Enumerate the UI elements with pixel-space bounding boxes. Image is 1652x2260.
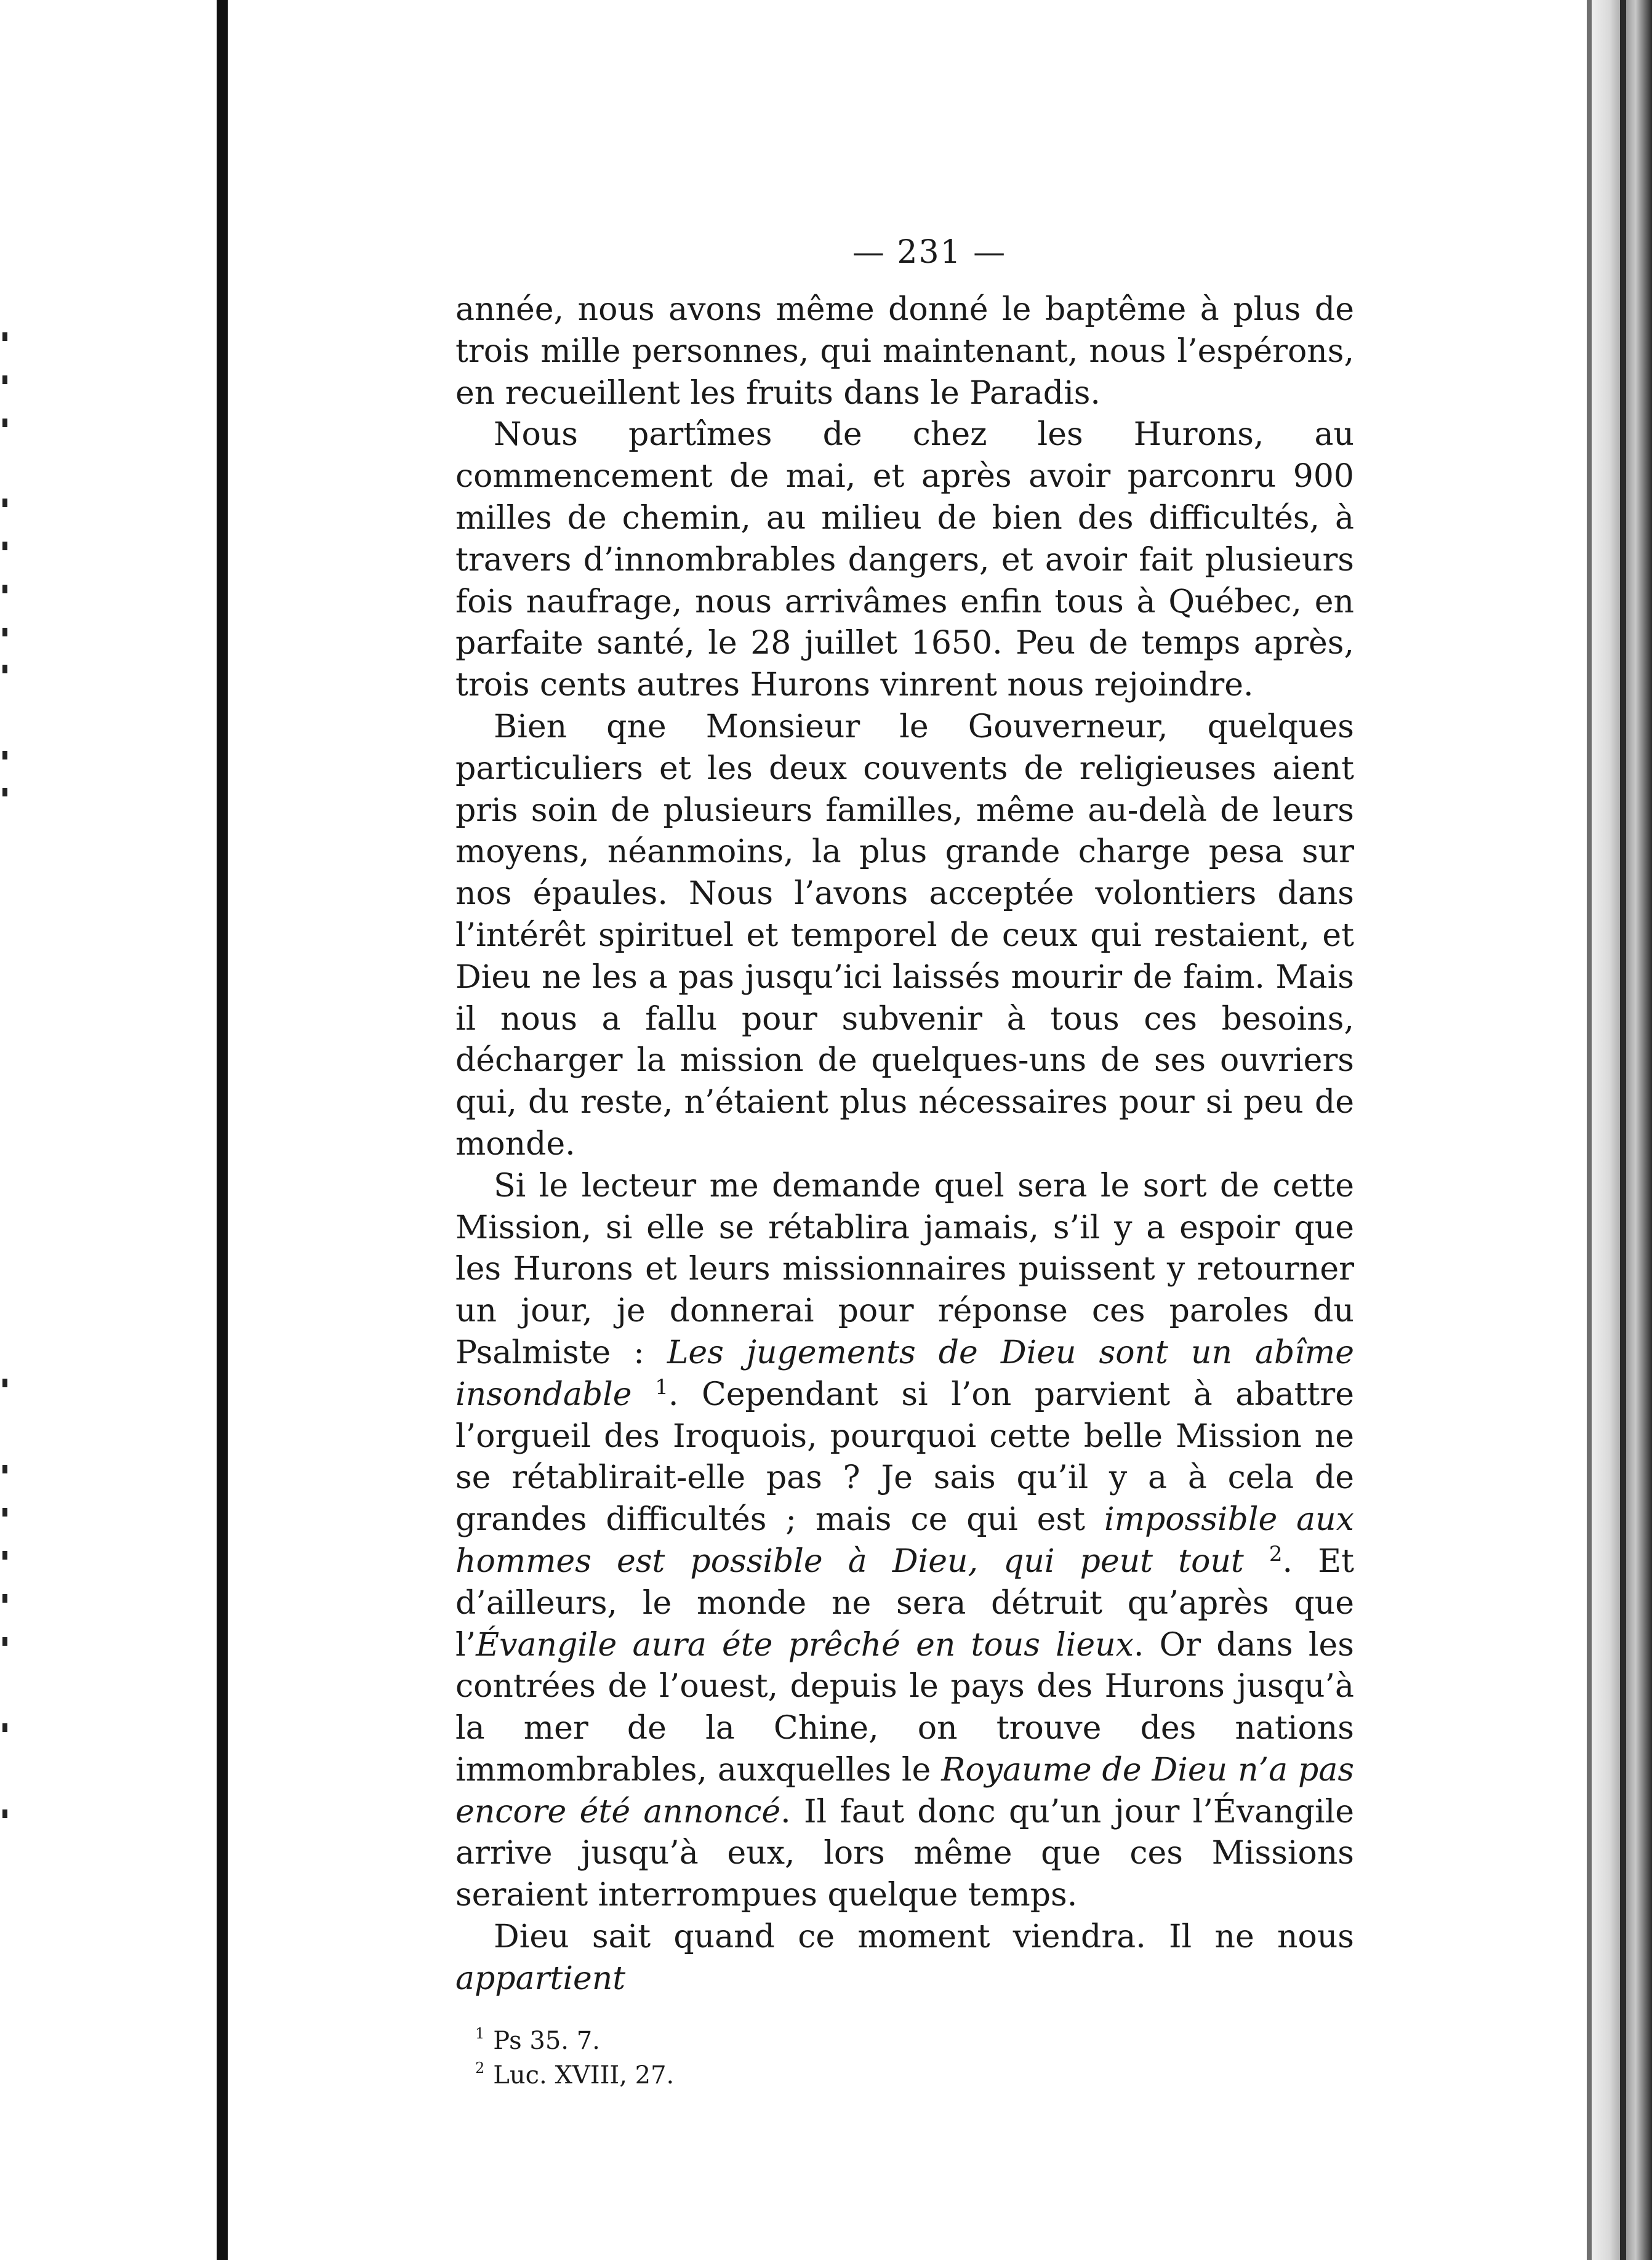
footnotes <box>455 2024 1354 2093</box>
footnote-2 <box>475 2058 1354 2093</box>
facing-page-text-fragments <box>0 308 12 1908</box>
text-fragment-mark <box>2 788 7 796</box>
page-number: — 231 — <box>852 234 1007 271</box>
footnote-text: Ps 35. 7. <box>493 2026 600 2055</box>
luke-quote: impossible aux hommes est possible à Dieu, qui peut tout <box>455 1501 1355 1580</box>
paragraph-5 <box>455 1917 1354 2000</box>
paragraph-4-text-a: Si le lecteur me demande quel sera le sort de cette Mission, si elle se rétablira jamais, s’il y a espoir que les Hurons et leurs missionnaires puissent y retourner un jour, je donnerai pour réponse ces paroles du Psalmiste : <box>455 1167 1354 1371</box>
paragraph-5-text: Dieu sait quand ce moment viendra. Il ne nous <box>494 1918 1354 1956</box>
kingdom-quote: Royaume de Dieu n’a pas encore été annoncé <box>455 1751 1355 1830</box>
page-stack-edge <box>1587 0 1652 2260</box>
text-fragment-mark <box>2 499 7 507</box>
text-fragment-mark <box>2 332 7 341</box>
footnote-ref-1: 1 <box>655 1374 668 1400</box>
paragraph-5-italic: appartient <box>455 1960 626 1997</box>
book-page <box>455 234 1354 2093</box>
footnote-text: Luc. XVIII, 27. <box>493 2061 675 2090</box>
text-fragment-mark <box>2 1551 7 1560</box>
text-fragment-mark <box>2 1508 7 1517</box>
text-fragment-mark <box>2 375 7 384</box>
paragraph-4-text-c: . Et d’ailleurs, le monde ne sera détruit qu’après que l’ <box>455 1542 1354 1664</box>
text-fragment-mark <box>2 1637 7 1646</box>
paragraph-3: Bien qne Monsieur le Gouverneur, quelques particuliers et les deux couvents de religieuses aient pris soin de plusieurs familles, même au-delà de leurs moyens, néanmoins, la plus grande charge pesa sur nos épaules. Nous l’avons acceptée volontiers dans l’intérêt spirituel et temporel de ceux qui restaient, et Dieu ne les a pas jusqu’ici laissés mourir de faim. Mais il nous a fallu pour subvenir à tous ces besoins, décharger la mission de quelques-uns de ses ouvriers qui, du reste, n’étaient plus nécessaires pour si peu de monde. <box>455 708 1354 1163</box>
text-fragment-mark <box>2 1723 7 1732</box>
footnote-ref-2: 2 <box>1269 1541 1283 1566</box>
text-fragment-mark <box>2 1465 7 1473</box>
paragraph-4-text-d: . Or dans les contrées de l’ouest, depuis le pays des Hurons jusqu’à la mer de la Chine, on trouve des nations immombrables, auxquelles le <box>455 1626 1354 1789</box>
facing-page-edge <box>0 0 209 2260</box>
text-fragment-mark <box>2 419 7 427</box>
footnote-1 <box>475 2024 1354 2058</box>
text-fragment-mark <box>2 542 7 550</box>
paragraph-4-text-e: . Il faut donc qu’un jour l’Évangile arrive jusqu’à eux, lors même que ces Missions seraient interrompues quelque temps. <box>455 1793 1354 1914</box>
footnote-mark: 1 <box>475 2024 485 2042</box>
text-fragment-mark <box>2 1379 7 1387</box>
paragraph-2: Nous partîmes de chez les Hurons, au commencement de mai, et après avoir parconru 900 milles de chemin, au milieu de bien des difficultés, à travers d’innombrables dangers, et avoir fait plusieurs fois naufrage, nous arrivâmes enfin tous à Québec, en parfaite santé, le 28 juillet 1650. Peu de temps après, trois cents autres Hurons vinrent nous rejoindre. <box>455 416 1354 704</box>
paragraph-4 <box>455 1166 1354 1917</box>
paragraph-1: année, nous avons même donné le baptême à plus de trois mille personnes, qui maintenant, nous l’espérons, en recueillent les fruits dans le Paradis. <box>455 291 1354 412</box>
text-fragment-mark <box>2 628 7 636</box>
gospel-quote: Évangile aura éte prêché en tous lieux <box>476 1626 1134 1664</box>
text-fragment-mark <box>2 1594 7 1603</box>
book-gutter-line <box>217 0 228 2260</box>
psalm-quote: Les jugements de Dieu sont un abîme insondable <box>455 1334 1354 1413</box>
footnote-mark: 2 <box>475 2059 485 2077</box>
text-fragment-mark <box>2 585 7 593</box>
paragraph-4-text-b: . Cependant si l’on parvient à abattre l’orgueil des Iroquois, pourquoi cette belle Mission ne se rétablirait-elle pas ? Je sais qu’il y a à cela de grandes difficultés ; mais ce qui est <box>455 1376 1354 1539</box>
text-fragment-mark <box>2 665 7 673</box>
text-fragment-mark <box>2 1809 7 1818</box>
text-fragment-mark <box>2 751 7 759</box>
